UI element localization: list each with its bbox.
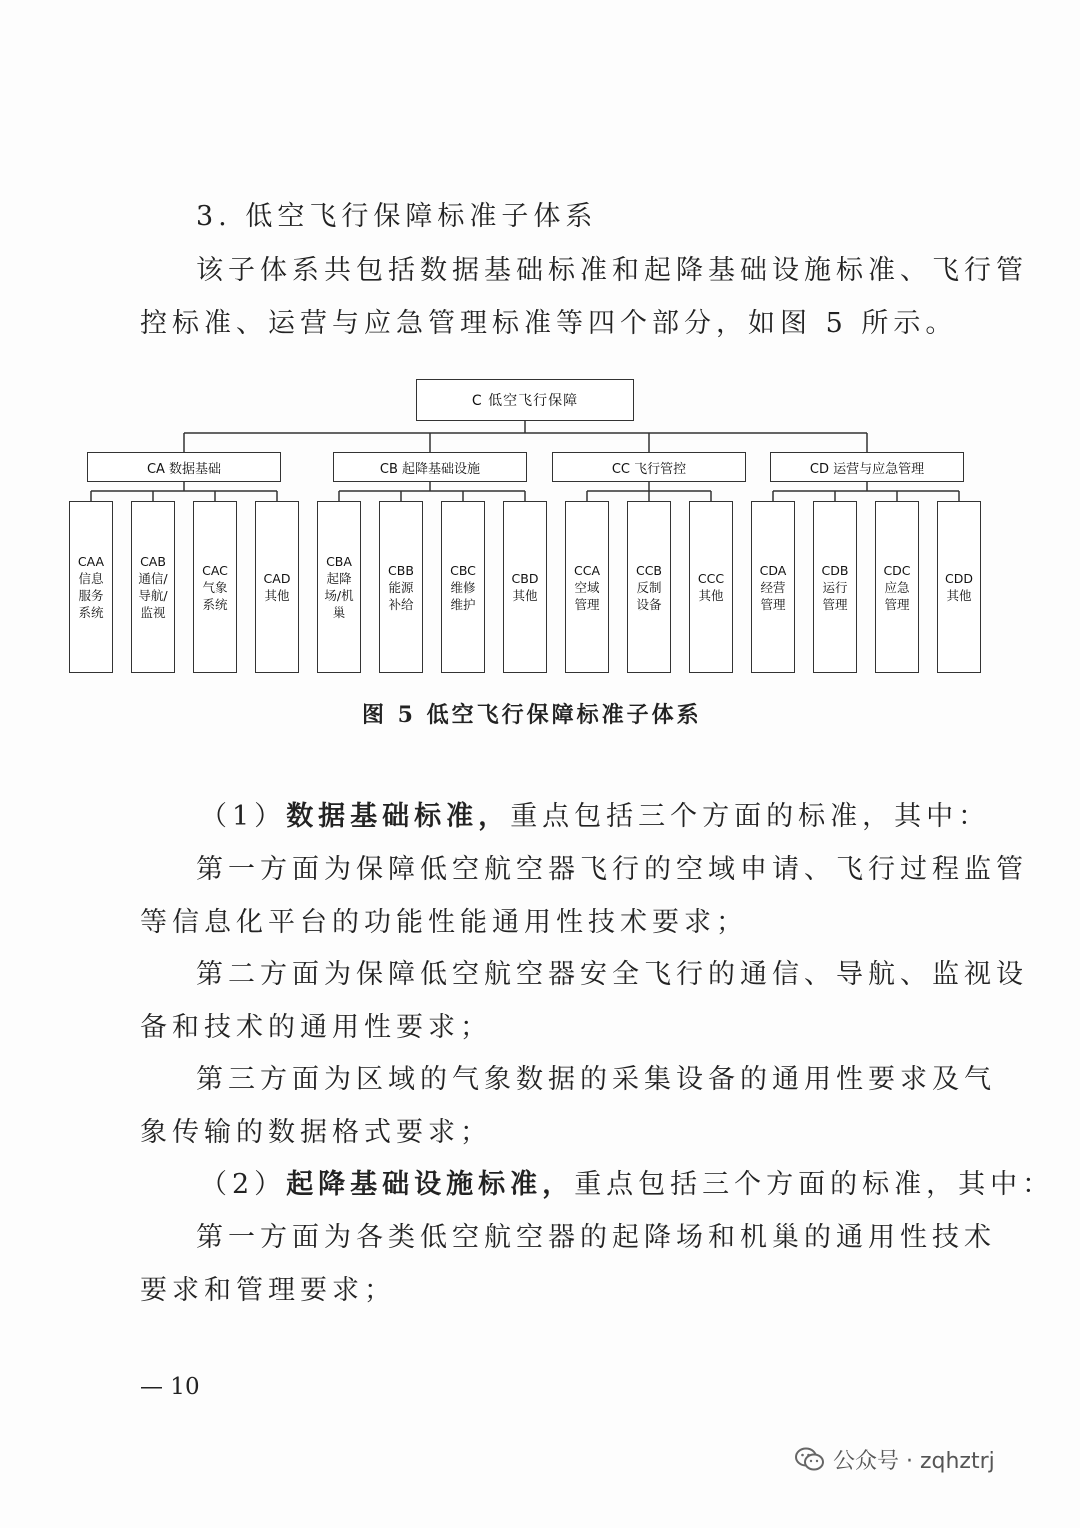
diagram-leaf: CAB 通信/ 导航/ 监视 [131,501,175,673]
section-title: 3. 低空飞行保障标准子体系 [196,201,598,232]
item1-line-4: 备和技术的通用性要求； [140,1012,492,1043]
item2-heading [200,1171,1054,1198]
diagram-leaf: CDD 其他 [937,501,981,673]
item2-lead: （2） [200,1169,287,1200]
intro-line-2: 控标准、运营与应急管理标准等四个部分，如图 5 所示。 [140,308,958,339]
diagram-leaf: CBB 能源 补给 [379,501,423,673]
item1-line-6: 象传输的数据格式要求； [140,1117,492,1148]
diagram-leaf: CAD 其他 [255,501,299,673]
diagram-leaf: CBC 维修 维护 [441,501,485,673]
diagram-category: CA 数据基础 [87,452,281,482]
diagram-leaf: CDB 运行 管理 [813,501,857,673]
item2-bold: 起降基础设施标准， [286,1169,575,1200]
diagram-leaf: CAC 气象 系统 [193,501,237,673]
page-number: — 10 [140,1374,200,1400]
item2-line-1: 第一方面为各类低空航空器的起降场和机巢的通用性技术 [196,1222,996,1253]
item1-line-3: 第二方面为保障低空航空器安全飞行的通信、导航、监视设 [196,959,1028,990]
item1-bold: 数据基础标准， [286,801,511,832]
diagram-leaf: CAA 信息 服务 系统 [69,501,113,673]
diagram-leaf: CCC 其他 [689,501,733,673]
diagram-category: CD 运营与应急管理 [770,452,964,482]
diagram-leaf: CDC 应急 管理 [875,501,919,673]
item1-lead: （1） [200,801,287,832]
diagram-leaf: CCB 反制 设备 [627,501,671,673]
diagram-leaf: CCA 空域 管理 [565,501,609,673]
diagram-root: C 低空飞行保障 [416,379,634,421]
diagram-leaf: CBD 其他 [503,501,547,673]
diagram-leaf: CBA 起降 场/机 巢 [317,501,361,673]
wechat-icon [795,1447,825,1473]
item1-rest: 重点包括三个方面的标准，其中： [510,801,991,832]
intro-line-1: 该子体系共包括数据基础标准和起降基础设施标准、飞行管 [196,255,1028,286]
watermark [795,1444,995,1475]
watermark-text: 公众号 · zqhztrj [833,1449,995,1474]
item2-line-2: 要求和管理要求； [140,1275,396,1306]
diagram-leaf: CDA 经营 管理 [751,501,795,673]
item1-line-5: 第三方面为区域的气象数据的采集设备的通用性要求及气 [196,1064,996,1095]
diagram-category: CC 飞行管控 [552,452,746,482]
diagram-category: CB 起降基础设施 [333,452,527,482]
item1-line-2: 等信息化平台的功能性能通用性技术要求； [140,907,748,938]
item1-heading [200,803,990,830]
item1-line-1: 第一方面为保障低空航空器飞行的空域申请、飞行过程监管 [196,854,1028,885]
figure-caption: 图 5 低空飞行保障标准子体系 [362,702,702,728]
item2-rest: 重点包括三个方面的标准，其中： [574,1169,1055,1200]
